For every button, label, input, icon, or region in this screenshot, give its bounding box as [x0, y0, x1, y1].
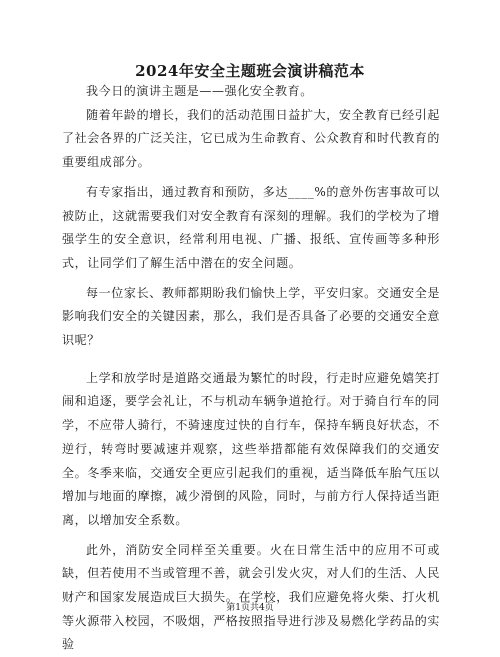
paragraph-expert: 有专家指出，通过教育和预防，多达____%的意外伤害事故可以被防止，这就需要我们对安全教育有深刻的理解。我们的学校为了增强学生的安全意识，经常利用电视、广播、报纸、宣传画等多种形式，让同学们了解生活中潜在的安全问题。: [62, 184, 441, 270]
paragraph-fire-safety: 此外，消防安全同样至关重要。火在日常生活中的应用不可或缺，但若使用不当或管理不善，就会引发火灾，对人们的生活、人民财产和国家发展造成巨大损失。在学校，我们应避免将火柴、打火机等火源带入校园，不吸烟，严格按照指导进行涉及易燃化学药品的实验: [62, 542, 441, 652]
paragraph-intro: 我今日的演讲主题是——强化安全教育。: [86, 84, 313, 98]
paragraph-traffic-detail: 上学和放学时是道路交通最为繁忙的时段，行走时应避免嬉笑打闹和追逐，要学会礼让，不与机动车辆争道抢行。对于骑自行车的同学，不应带人骑行，不骑速度过快的自行车，保持车辆良好状态，不逆行，转弯时要减速并观察，这些举措都能有效保障我们的交通安全。冬季来临，交通安全更应引起我们的重视，适当降低车胎气压以增加与地面的摩擦，减少滑倒的风险，同时，与前方行人保持适当距离，以增加安全系数。: [62, 370, 441, 527]
page-number: 第1页共4页: [226, 603, 274, 613]
paragraph-traffic-intro: 每一位家长、教师都期盼我们愉快上学，平安归家。交通安全是影响我们安全的关键因素，那么，我们是否具备了必要的交通安全意识呢？: [62, 285, 441, 348]
document-body: [62, 80, 440, 657]
document-title: 2024年安全主题班会演讲稿范本: [135, 62, 365, 80]
paragraph-background: 随着年龄的增长，我们的活动范围日益扩大，安全教育已经引起了社会各界的广泛关注，它已成为生命教育、公众教育和时代教育的重要组成部分。: [62, 107, 441, 170]
